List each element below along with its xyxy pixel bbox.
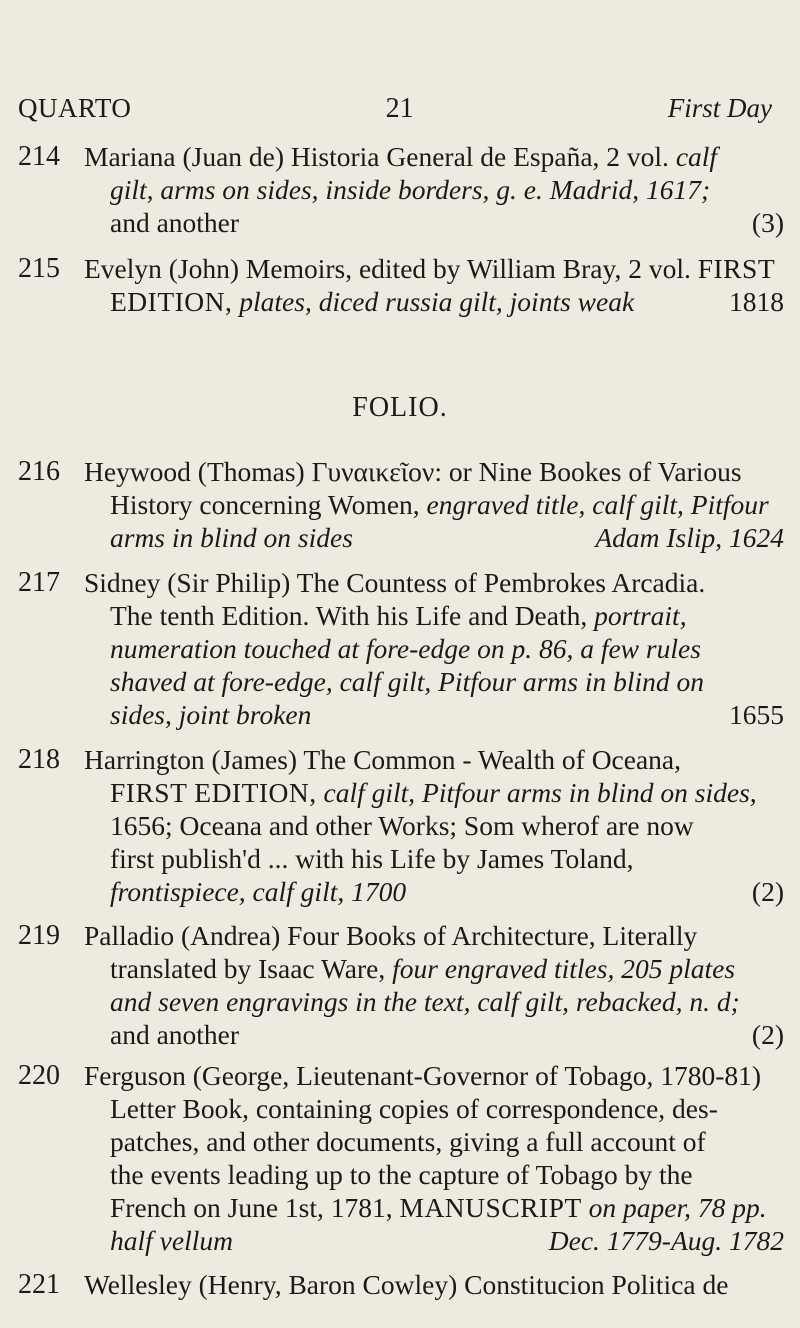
lot-text: Mariana (Juan de) Historia General de España, 2 vol. — [84, 141, 669, 172]
lot-text: half vellum — [110, 1225, 233, 1256]
lot-description — [84, 140, 784, 239]
lot-description — [84, 455, 784, 554]
lot-number: 221 — [18, 1269, 60, 1300]
lot-220 — [18, 1059, 784, 1257]
header-quarto: QUARTO — [18, 93, 132, 123]
lot-number: 218 — [18, 744, 60, 775]
lot-description — [84, 566, 784, 731]
lot-214 — [18, 140, 784, 239]
lot-description — [84, 1268, 784, 1301]
lot-text: Sidney (Sir Philip) The Countess of Pembrokes Arcadia. — [84, 567, 706, 598]
lot-text: engraved title, calf gilt, Pitfour — [426, 489, 769, 520]
lot-216 — [18, 455, 784, 554]
lot-text: Wellesley (Henry, Baron Cowley) Constitucion Politica de — [84, 1269, 729, 1300]
lot-217 — [18, 566, 784, 731]
lot-date: Dec. 1779-Aug. 1782 — [548, 1225, 784, 1256]
lot-text: Heywood (Thomas) Γυναικεῖον: or Nine Bookes of Various — [84, 456, 742, 487]
lot-text: calf gilt, Pitfour arms in blind on sides, — [323, 777, 757, 808]
lot-quantity: (2) — [751, 876, 784, 907]
lot-text: first publish'd ... with his Life by James Toland, — [110, 843, 634, 874]
lot-text: FIRST — [697, 253, 776, 284]
lot-number: 219 — [18, 920, 60, 951]
lot-number: 214 — [18, 141, 60, 172]
lot-description — [84, 919, 784, 1051]
lot-text: MANUSCRIPT — [399, 1192, 582, 1223]
lot-text: Letter Book, containing copies of correspondence, des- — [110, 1093, 718, 1124]
lot-text: 1656; Oceana and other Works; Som wherof are now — [110, 810, 694, 841]
lot-text: Palladio (Andrea) Four Books of Architecture, Literally — [84, 920, 698, 951]
lot-text: FIRST EDITION, — [110, 777, 317, 808]
lot-description — [84, 743, 784, 908]
lot-text: arms in blind on sides — [110, 522, 353, 553]
lot-number: 215 — [18, 253, 60, 284]
lot-text: The tenth Edition. With his Life and Death, — [110, 600, 588, 631]
lot-text: Evelyn (John) Memoirs, edited by William Bray, 2 vol. — [84, 253, 691, 284]
lot-218 — [18, 743, 784, 908]
lot-text: shaved at fore-edge, calf gilt, Pitfour arms in blind on — [110, 666, 704, 697]
lot-text: calf — [675, 141, 718, 172]
lot-text: portrait, — [594, 600, 687, 631]
lot-text: gilt, arms on sides, inside borders, g. e. Madrid, 1617; — [110, 174, 711, 205]
lot-quantity: (2) — [751, 1019, 784, 1050]
lot-text: plates, diced russia gilt, joints weak — [239, 286, 635, 317]
lot-text: and another — [110, 207, 240, 238]
lot-text: translated by Isaac Ware, — [110, 953, 386, 984]
lot-imprint: Adam Islip, 1624 — [595, 522, 784, 553]
lot-text: History concerning Women, — [110, 489, 420, 520]
lot-text: Harrington (James) The Common - Wealth of Oceana, — [84, 744, 682, 775]
lot-description — [84, 1059, 784, 1257]
lot-text: EDITION, — [110, 286, 233, 317]
lot-text: numeration touched at fore-edge on p. 86, a few rules — [110, 633, 701, 664]
lot-text: patches, and other documents, giving a full account of — [110, 1126, 706, 1157]
lot-number: 216 — [18, 456, 60, 487]
lot-text: and another — [110, 1019, 240, 1050]
lot-text: and seven engravings in the text, calf gilt, rebacked, n. d; — [110, 986, 740, 1017]
running-header — [18, 93, 772, 125]
header-day: First Day — [667, 93, 772, 123]
lot-number: 217 — [18, 567, 60, 598]
lot-text: French on June 1st, 1781, — [110, 1192, 393, 1223]
lot-text: four engraved titles, 205 plates — [392, 953, 736, 984]
lot-text: the events leading up to the capture of Tobago by the — [110, 1159, 693, 1190]
lot-date: 1655 — [729, 699, 784, 730]
lot-text: sides, joint broken — [110, 699, 312, 730]
page-number: 21 — [385, 93, 414, 124]
lot-date: 1818 — [729, 286, 784, 317]
lot-description — [84, 252, 784, 318]
lot-text: on paper, 78 pp. — [588, 1192, 767, 1223]
lot-text: Ferguson (George, Lieutenant-Governor of Tobago, 1780-81) — [84, 1060, 762, 1091]
lot-text: frontispiece, calf gilt, 1700 — [110, 876, 407, 907]
lot-215 — [18, 252, 784, 318]
lot-number: 220 — [18, 1060, 60, 1091]
lot-quantity: (3) — [751, 207, 784, 238]
section-title: FOLIO. — [352, 392, 448, 423]
lot-219 — [18, 919, 784, 1051]
lot-221 — [18, 1268, 784, 1301]
